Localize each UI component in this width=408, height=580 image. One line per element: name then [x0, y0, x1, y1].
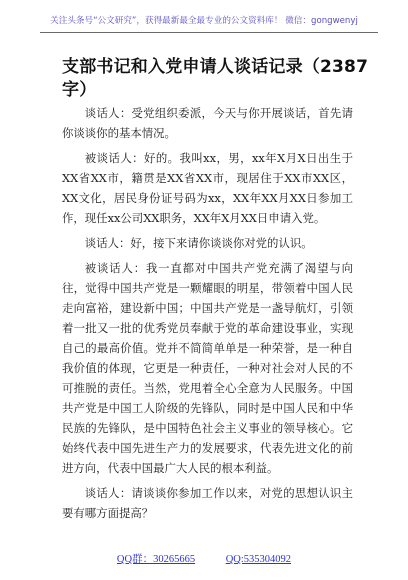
paragraph: 被谈话人：好的。我叫xx，男，xx年X月X日出生于XX省XX市，籍贯是XX省XX市，现居住于XX市XX区，XX文化，居民身份证号码为xx，XX年XX月XX日参加工作，现任xx公司XX职务，XX年X月XX日申请入党。 — [62, 151, 353, 225]
paragraph: 谈话人：好，接下来请你谈谈你对党的认识。 — [84, 236, 313, 250]
footer-qq-link[interactable]: QQ:535304092 — [225, 554, 292, 565]
page-header — [0, 0, 408, 40]
header-promo-text: 关注头条号“公文研究”，获得最新最全最专业的公文资料库！ 微信：gongwenyj — [50, 16, 358, 26]
page-footer — [0, 551, 408, 566]
document-body — [62, 103, 353, 528]
document-title: 支部书记和入党申请人谈话记录（2387字） — [62, 57, 369, 100]
paragraph: 谈话人：受党组织委派，今天与你开展谈话，首先请你谈谈你的基本情况。 — [62, 106, 353, 140]
paragraph: 被谈话人：我一直都对中国共产党充满了渴望与向往，觉得中国共产党是一颗耀眼的明星，带领着中国人民走向富裕，建设新中国；中国共产党是一盏导航灯，引领着一批又一批的优秀党员奉献于党的革命建设事业，实现自己的最高价值。党并不简简单单是一种荣誉，是一种自我价值的体现，它更是一种责任，一种对社会对人民的不可推脱的责任。当然，党甩着全心全意为人民服务。中国共产党是中国工人阶级的先锋队，同时是中国人民和中华民族的先锋队，是中国特色社会主义事业的领导核心。它始终代表中国先进生产力的发展要求，代表先进文化的前进方向，代表中国最广大人民的根本利益。 — [62, 261, 353, 475]
footer-qq-group-link[interactable]: QQ群：30265665 — [116, 554, 196, 565]
paragraph: 谈话人：请谈谈你参加工作以来，对党的思想认识主要有哪方面提高？ — [62, 486, 353, 520]
header-divider — [40, 32, 378, 33]
